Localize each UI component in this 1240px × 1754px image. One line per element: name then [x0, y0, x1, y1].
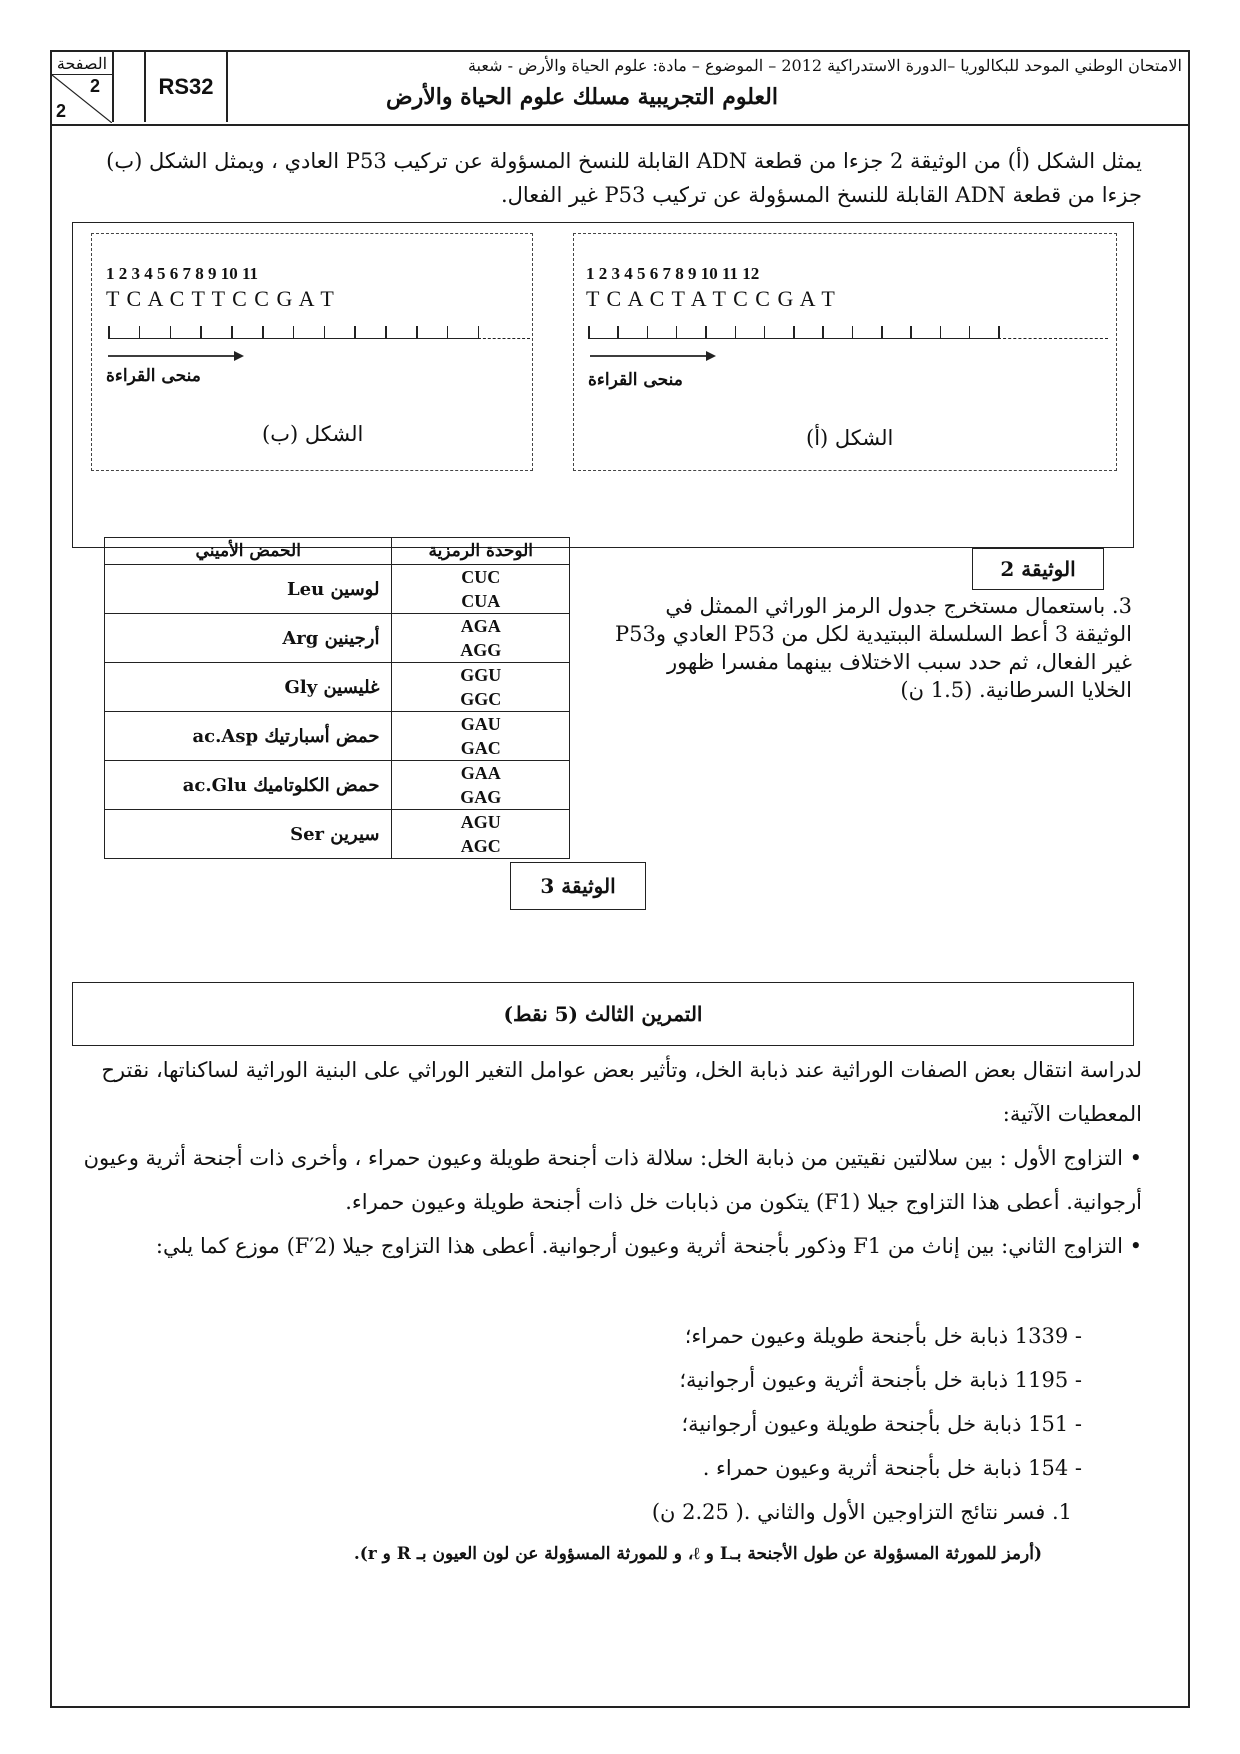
- page-label: الصفحة: [56, 54, 108, 73]
- codon: GGC: [460, 689, 502, 709]
- table-body: [105, 565, 570, 859]
- cross-1-text: • التزاوج الأول : بين سلالتين نقيتين من ذبابة الخل: سلالة ذات أجنحة طويلة وعيون حمراء ، وأخرى ذات أجنحة أثرية وعيون أرجوانية. أعطى هذا التزاوج جيلا (F1) يتكون من ذبابات خل ذات أجنحة طويلة وعيون حمراء.: [83, 1146, 1142, 1214]
- col-header-codon: الوحدة الرمزية: [392, 538, 570, 565]
- exercise-3-title: التمرين الثالث (5 نقط): [72, 982, 1134, 1046]
- axis-tick: [478, 326, 480, 338]
- codon: GAG: [460, 787, 502, 807]
- codon: AGA: [460, 616, 501, 636]
- codon-cell: [392, 712, 570, 761]
- page-number: 2: [89, 76, 100, 96]
- results-list: [432, 1314, 1082, 1490]
- axis-tick: [822, 326, 824, 338]
- axis-tick: [139, 326, 141, 338]
- codon-cell: [392, 810, 570, 859]
- codon: GGU: [460, 665, 502, 685]
- axis-tick: [852, 326, 854, 338]
- codon: AGC: [460, 836, 501, 856]
- figure-a-panel: [573, 233, 1117, 471]
- axis-tick: [293, 326, 295, 338]
- codon: AGU: [460, 812, 501, 832]
- axis-tick: [354, 326, 356, 338]
- table-row: [105, 614, 570, 663]
- axis-tick: [108, 326, 110, 338]
- figure-a-caption: الشكل (أ): [806, 426, 894, 450]
- codon: GAA: [460, 763, 501, 783]
- axis-tick: [676, 326, 678, 338]
- axis-tick: [764, 326, 766, 338]
- figure-a-sequence: T C A C T A T C C G A T: [586, 286, 836, 311]
- codon-cell: [392, 565, 570, 614]
- subject-code: RS32: [144, 52, 228, 122]
- axis-tick: [416, 326, 418, 338]
- axis-tick: [793, 326, 795, 338]
- figure-b-numbers: 1 2 3 4 5 6 7 8 9 10 11: [106, 264, 259, 283]
- result-item: - 151 ذبابة خل بأجنحة طويلة وعيون أرجوانية؛: [681, 1412, 1082, 1436]
- amino-acid-cell: أرجينين Arg: [105, 614, 392, 663]
- codon-cell: [392, 761, 570, 810]
- figure-a-reading-arrow-icon: [588, 348, 728, 364]
- axis-tick: [735, 326, 737, 338]
- figure-a-axis: [588, 338, 998, 339]
- codon: CUC: [461, 567, 501, 587]
- axis-tick: [262, 326, 264, 338]
- axis-tick: [447, 326, 449, 338]
- cross-2-text: • التزاوج الثاني: بين إناث من F1 وذكور بأجنحة أثرية وعيون أرجوانية. أعطى هذا التزاوج جيلا (F′2) موزع كما يلي:: [155, 1234, 1142, 1258]
- axis-tick: [200, 326, 202, 338]
- table-row: [105, 663, 570, 712]
- exam-title: الامتحان الوطني الموحد للبكالوريا –الدورة الاستدراكية 2012 – الموضوع – مادة: علوم الحياة والأرض - شعبة: [467, 56, 1182, 75]
- table-row: [105, 761, 570, 810]
- figure-b-axis: [108, 338, 478, 339]
- result-item: - 1195 ذبابة خل بأجنحة أثرية وعيون أرجوانية؛: [679, 1368, 1082, 1392]
- axis-tick: [231, 326, 233, 338]
- document-2-label: الوثيقة 2: [972, 548, 1104, 590]
- question-3: 3. باستعمال مستخرج جدول الرمز الوراثي الممثل في الوثيقة 3 أعط السلسلة الببتيدية لكل من P53 العادي وP53 غير الفعال، ثم حدد سبب الاختلاف بينهما مفسرا ظهور الخلايا السرطانية. (1.5 ن): [614, 594, 1132, 702]
- amino-acid-cell: حمض الكلوتاميك ac.Glu: [105, 761, 392, 810]
- table-row: [105, 810, 570, 859]
- exam-page: [50, 50, 1190, 1708]
- axis-tick: [170, 326, 172, 338]
- result-item: - 1339 ذبابة خل بأجنحة طويلة وعيون حمراء؛: [684, 1324, 1082, 1348]
- axis-tick: [940, 326, 942, 338]
- axis-tick: [324, 326, 326, 338]
- page-number-box: [52, 52, 114, 122]
- axis-tick: [617, 326, 619, 338]
- axis-tick: [998, 326, 1000, 338]
- codon: GAU: [460, 714, 501, 734]
- axis-tick: [881, 326, 883, 338]
- page-total: 2: [56, 101, 67, 121]
- figure-b-panel: [91, 233, 533, 471]
- genetic-code-table: [104, 537, 570, 859]
- table-row: [105, 565, 570, 614]
- amino-acid-cell: غليسين Gly: [105, 663, 392, 712]
- codon-cell: [392, 614, 570, 663]
- codon-cell: [392, 663, 570, 712]
- amino-acid-cell: حمض أسبارتيك ac.Asp: [105, 712, 392, 761]
- codon: AGG: [460, 640, 502, 660]
- result-item: - 154 ذبابة خل بأجنحة أثرية وعيون حمراء .: [702, 1456, 1082, 1480]
- figure-b-caption: الشكل (ب): [262, 422, 364, 446]
- figure-a-numbers: 1 2 3 4 5 6 7 8 9 10 11 12: [586, 264, 760, 283]
- axis-tick: [385, 326, 387, 338]
- table-row: [105, 712, 570, 761]
- axis-tick: [705, 326, 707, 338]
- notation-note: (أرمز للمورثة المسؤولة عن طول الأجنحة بـL و ℓ، و للمورثة المسؤولة عن لون العيون بـ R و r).: [353, 1544, 1042, 1564]
- page-header: [52, 52, 1188, 126]
- figure-b-reading-arrow-icon: [106, 348, 246, 364]
- exam-stream: العلوم التجريبية مسلك علوم الحياة والأرض: [385, 84, 778, 110]
- table-header-row: [105, 538, 570, 565]
- figure-b-reading-label: منحى القراءة: [106, 366, 201, 386]
- figure-b-sequence: T C A C T T C C G A T: [106, 286, 335, 311]
- axis-tick: [647, 326, 649, 338]
- axis-tick: [910, 326, 912, 338]
- figure-a-reading-label: منحى القراءة: [588, 370, 683, 390]
- exercise-3-intro: لدراسة انتقال بعض الصفات الوراثية عند ذبابة الخل، وتأثير بعض عوامل التغير الوراثي على البنية الوراثية لساكناتها، نقترح المعطيات الآتية:: [101, 1058, 1142, 1126]
- document-2-figure: [72, 222, 1134, 548]
- question-1: 1. فسر نتائج التزاوجين الأول والثاني .( 2.25 ن): [651, 1500, 1072, 1524]
- col-header-amino-acid: الحمض الأميني: [105, 538, 392, 565]
- codon: CUA: [461, 591, 501, 611]
- codon: GAC: [460, 738, 501, 758]
- amino-acid-cell: سيرين Ser: [105, 810, 392, 859]
- axis-tick: [588, 326, 590, 338]
- document-3-label: الوثيقة 3: [510, 862, 646, 910]
- intro-paragraph: يمثل الشكل (أ) من الوثيقة 2 جزءا من قطعة ADN القابلة للنسخ المسؤولة عن تركيب P53 العادي ، ويمثل الشكل (ب) جزءا من قطعة ADN القابلة للنسخ المسؤولة عن تركيب P53 غير الفعال.: [106, 149, 1142, 207]
- axis-tick: [969, 326, 971, 338]
- amino-acid-cell: لوسين Leu: [105, 565, 392, 614]
